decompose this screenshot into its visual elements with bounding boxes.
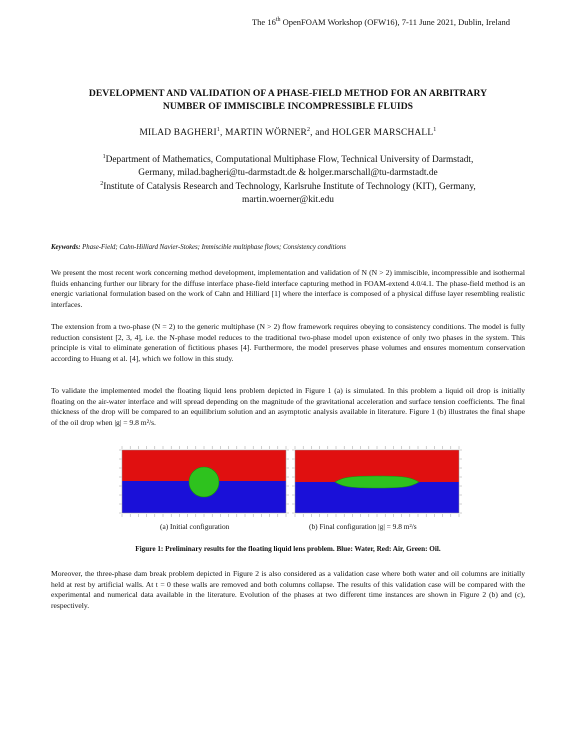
paragraph-3: To validate the implemented model the floating liquid lens problem depicted in Figure 1 (a) is simulated. In this problem a liquid oil drop is initially floating on the air-water interface and will spread depending on the magnitude of the gravitational acceleration and surface tension coefficients. The final thickness of the drop will be compared to an equilibrium solution and an asymptotic analysis available in literature. Figure 1 (b) illustrates the final shape of the oil drop when |g| = 9.8 m²/s. xyxy=(51,386,525,427)
header-superscript: th xyxy=(275,17,281,24)
author-3-sup: 1 xyxy=(433,127,437,133)
paragraph-2: The extension from a two-phase (N = 2) to the generic multiphase (N > 2) flow framework requires obeying to consistency conditions. The model is fully reduction consistent [2, 3, 4], i.e. the N-phase model reduces to the traditional two-phase model upon existence of only two phases in the system. This principle is vital to eliminate generation of fictitious phases [4]. Furthermore, the model preserves phase volumes and ensures momentum conservation according to Huang et al. [4], which we follow in this study. xyxy=(51,322,525,363)
aff1-line-1: Department of Mathematics, Computational Multiphase Flow, Technical University of Darmstadt, xyxy=(105,155,474,166)
header-text: The 16 xyxy=(251,17,276,27)
aff2-line-1: Institute of Catalysis Research and Technology, Karlsruhe Institute of Technology (KIT), Germany, xyxy=(103,182,476,193)
paper-title xyxy=(50,87,526,113)
affiliation-1 xyxy=(50,151,526,180)
fig-b-oil-lens xyxy=(335,476,419,488)
keywords-label: Keywords: xyxy=(51,244,81,251)
aff2-line-2: martin.woerner@kit.edu xyxy=(242,195,334,206)
header-text-rest: OpenFOAM Workshop (OFW16), 7-11 June 2021, Dublin, Ireland xyxy=(280,17,510,27)
figure-1b-svg xyxy=(291,442,463,520)
figure-1a-initial xyxy=(118,442,290,520)
running-header xyxy=(252,17,510,27)
subcaption-b: (b) Final configuration |g| = 9.8 m²/s xyxy=(309,522,417,531)
author-2: , MARTIN WÖRNER xyxy=(220,128,307,139)
aff1-sup: 1 xyxy=(102,154,106,160)
paragraph-4: Moreover, the three-phase dam break problem depicted in Figure 2 is also considered as a validation case where both water and oil columns are initially held at rest by artificial walls. At t = 0 these walls are removed and both columns collapse. The results of this validation case will be compared with the experimental and numerical data available in the literature. Evolution of the phases at two different time instances are shown in Figure 2 (b) and (c), respectively. xyxy=(51,569,525,610)
title-line-2: NUMBER OF IMMISCIBLE INCOMPRESSIBLE FLUIDS xyxy=(162,101,414,112)
paragraph-1: We present the most recent work concerning method development, implementation and validation of N (N > 2) immiscible, incompressible and isothermal fluids enhancing further our library for the diffuse interface phase-field interface capturing method in FOAM-extend 4.0/4.1. The phase-field method is an energic variational formulation based on the work of Cahn and Hilliard [1] where the interface is composed of a physical diffuse layer resembling realistic interfaces. xyxy=(51,268,525,309)
title-line-1: DEVELOPMENT AND VALIDATION OF A PHASE-FIELD METHOD FOR AN ARBITRARY xyxy=(88,88,488,99)
aff2-sup: 2 xyxy=(100,181,104,187)
figure-1a-svg xyxy=(118,442,290,520)
author-1-sup: 1 xyxy=(216,127,221,133)
author-3: , and HOLGER MARSCHALL xyxy=(310,128,434,139)
fig-a-oil-drop xyxy=(189,467,219,497)
affiliation-2 xyxy=(50,178,526,207)
keywords xyxy=(51,244,346,251)
figure-1b-final xyxy=(291,442,463,520)
author-1: MILAD BAGHERI xyxy=(139,128,217,139)
keywords-text: Phase-Field; Cahn-Hilliard Navier-Stokes; Immiscible multiphase flows; Consistency conditions xyxy=(80,244,346,251)
author-list xyxy=(50,127,526,138)
subcaption-a: (a) Initial configuration xyxy=(160,522,230,531)
figure-1-caption: Figure 1: Preliminary results for the floating liquid lens problem. Blue: Water, Red: Air, Green: Oil. xyxy=(135,545,441,553)
author-2-sup: 2 xyxy=(306,127,311,133)
aff1-line-2: Germany, milad.bagheri@tu-darmstadt.de & holger.marschall@tu-darmstadt.de xyxy=(138,168,438,179)
